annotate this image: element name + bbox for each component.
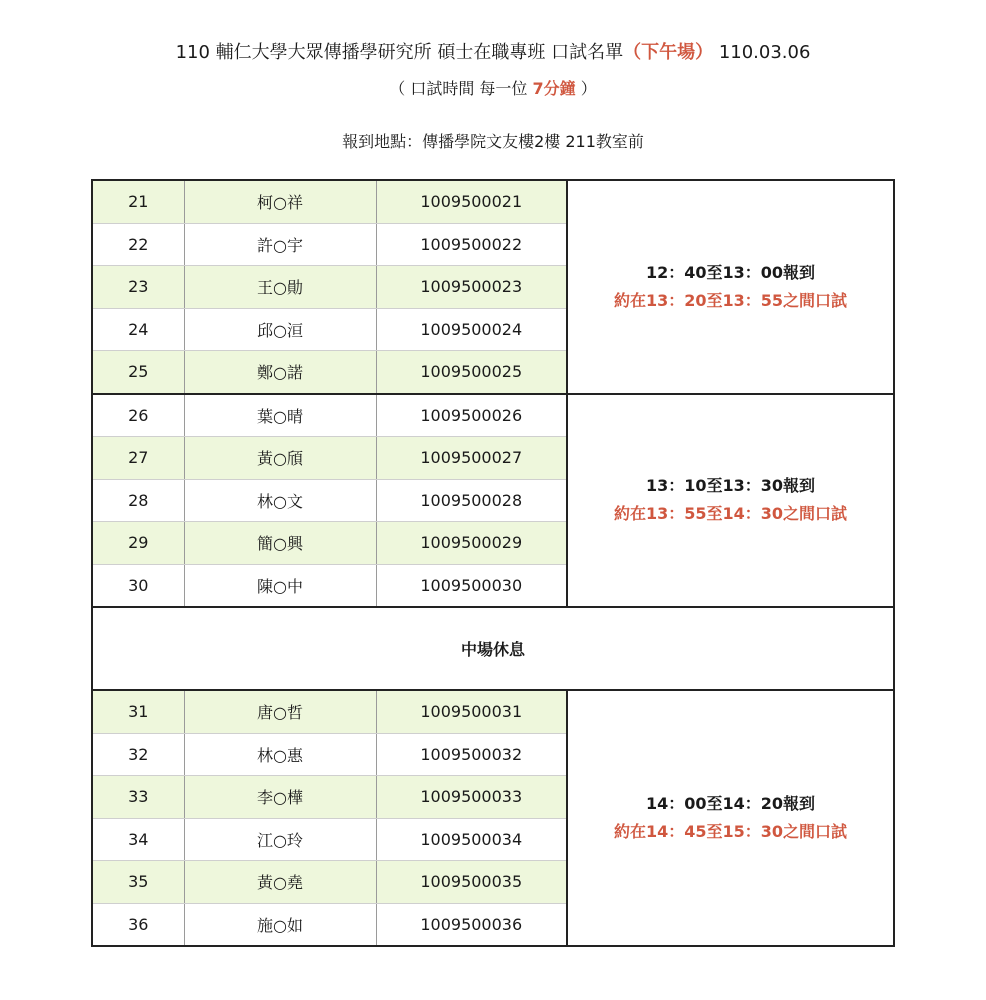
candidate-number: 32 (92, 733, 184, 776)
candidate-name: 柯○祥 (184, 180, 376, 223)
candidate-name: 黃○頎 (184, 437, 376, 480)
candidate-id: 1009500032 (376, 733, 567, 776)
candidate-name: 唐○哲 (184, 690, 376, 733)
duration-note-close: ） (575, 79, 597, 98)
candidate-name: 許○宇 (184, 223, 376, 266)
candidate-name: 黃○堯 (184, 861, 376, 904)
time-slot (567, 394, 894, 608)
check-in-location: 報到地點：傳播學院文友樓2樓 211教室前 (342, 132, 644, 151)
candidate-number: 27 (92, 437, 184, 480)
candidate-name: 簡○興 (184, 522, 376, 565)
candidate-name: 林○文 (184, 479, 376, 522)
exam-window: 約在14：45至15：30之間口試 (613, 822, 848, 841)
candidate-id: 1009500021 (376, 180, 567, 223)
duration-note-open: （ 口試時間 每一位 (389, 79, 533, 98)
exam-duration-note (0, 76, 986, 102)
candidate-name: 王○勛 (184, 266, 376, 309)
candidate-name: 陳○中 (184, 564, 376, 607)
candidate-table (91, 179, 895, 947)
table-row (92, 690, 894, 733)
duration-value: 7分鐘 (532, 79, 576, 98)
arrival-time: 12：40至13：00報到 (645, 262, 816, 282)
candidate-number: 26 (92, 394, 184, 437)
candidate-number: 22 (92, 223, 184, 266)
candidate-number: 24 (92, 308, 184, 351)
title-text: 110 輔仁大學大眾傳播學研究所 碩士在職專班 口試名單 (175, 42, 624, 63)
time-slot (567, 180, 894, 394)
candidate-number: 30 (92, 564, 184, 607)
candidate-id: 1009500031 (376, 690, 567, 733)
candidate-name: 葉○晴 (184, 394, 376, 437)
candidate-name: 林○惠 (184, 733, 376, 776)
table-row (92, 394, 894, 437)
arrival-time: 13：10至13：30報到 (645, 476, 816, 496)
session-label: （下午場） (623, 42, 714, 63)
candidate-number: 25 (92, 351, 184, 394)
candidate-name: 施○如 (184, 903, 376, 946)
time-slot (567, 690, 894, 946)
candidate-id: 1009500024 (376, 308, 567, 351)
candidate-name: 邱○洹 (184, 308, 376, 351)
arrival-time: 14：00至14：20報到 (645, 794, 816, 813)
candidate-number: 33 (92, 776, 184, 819)
candidate-id: 1009500023 (376, 266, 567, 309)
candidate-number: 29 (92, 522, 184, 565)
candidate-name: 鄭○諾 (184, 351, 376, 394)
candidate-id: 1009500035 (376, 861, 567, 904)
exam-window: 約在13：55至14：30之間口試 (613, 504, 848, 524)
candidate-id: 1009500026 (376, 394, 567, 437)
candidate-number: 31 (92, 690, 184, 733)
candidate-number: 23 (92, 266, 184, 309)
candidate-number: 36 (92, 903, 184, 946)
candidate-number: 35 (92, 861, 184, 904)
candidate-id: 1009500034 (376, 818, 567, 861)
candidate-number: 34 (92, 818, 184, 861)
candidate-number: 28 (92, 479, 184, 522)
page-title (0, 38, 986, 68)
candidate-id: 1009500027 (376, 437, 567, 480)
break-label: 中場休息 (92, 607, 894, 690)
candidate-number: 21 (92, 180, 184, 223)
table-row (92, 180, 894, 223)
candidate-id: 1009500029 (376, 522, 567, 565)
candidate-name: 江○玲 (184, 818, 376, 861)
candidate-id: 1009500025 (376, 351, 567, 394)
exam-date: 110.03.06 (718, 42, 811, 63)
candidate-id: 1009500030 (376, 564, 567, 607)
candidate-id: 1009500028 (376, 479, 567, 522)
candidate-id: 1009500022 (376, 223, 567, 266)
break-row (92, 607, 894, 690)
candidate-id: 1009500036 (376, 903, 567, 946)
candidate-id: 1009500033 (376, 776, 567, 819)
candidate-name: 李○樺 (184, 776, 376, 819)
exam-window: 約在13：20至13：55之間口試 (613, 290, 848, 310)
